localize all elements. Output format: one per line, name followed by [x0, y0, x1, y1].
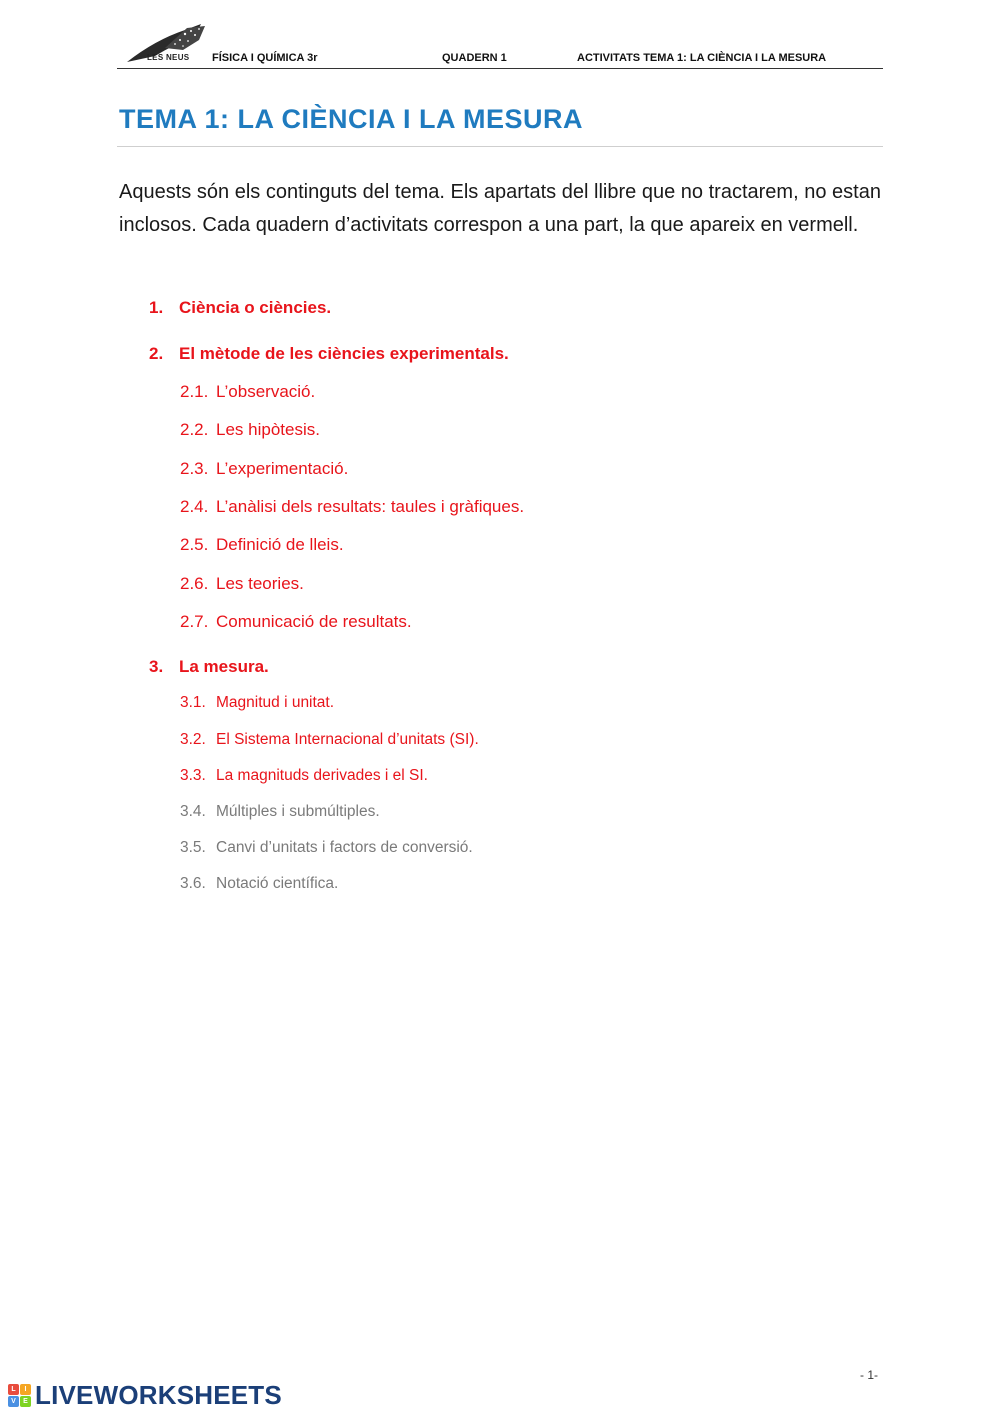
- toc-number: 3.1.: [180, 694, 206, 711]
- brand-tile: V: [8, 1396, 19, 1407]
- toc-label: L’anàlisi dels resultats: taules i gràfiques.: [216, 497, 525, 516]
- header-subject: FÍSICA I QUÍMICA 3r: [212, 52, 318, 64]
- title-divider: [117, 146, 883, 147]
- toc-item-2-7: [180, 612, 412, 632]
- liveworksheets-watermark: [8, 1379, 282, 1410]
- toc-number: 3.: [149, 657, 164, 676]
- intro-paragraph: Aquests són els continguts del tema. Els apartats del llibre que no tractarem, no estan inclosos. Cada quadern d’activitats correspon a una part, la que apareix en vermell.: [119, 181, 881, 236]
- toc-number: 1.: [149, 298, 164, 317]
- toc-label: Notació científica.: [216, 875, 339, 892]
- toc-label: Les teories.: [216, 574, 304, 593]
- header-notebook: QUADERN 1: [442, 52, 507, 64]
- toc-item-3-1: [180, 694, 334, 712]
- toc-number: 2.6.: [180, 574, 209, 593]
- toc-label: La mesura.: [179, 657, 269, 676]
- toc-number: 2.4.: [180, 497, 209, 516]
- page-title: TEMA 1: LA CIÈNCIA I LA MESURA: [119, 104, 583, 134]
- brand-name: LIVEWORKSHEETS: [35, 1379, 282, 1410]
- toc-number: 2.3.: [180, 459, 209, 478]
- toc-number: 2.7.: [180, 612, 209, 631]
- toc-label: El mètode de les ciències experimentals.: [179, 344, 509, 363]
- toc-number: 2.: [149, 344, 164, 363]
- page-header: [117, 22, 883, 69]
- toc-label: L’observació.: [216, 382, 316, 401]
- toc-item-1: [149, 298, 331, 318]
- toc-item-3-6: [180, 875, 338, 893]
- toc-item-3: [149, 657, 269, 677]
- toc-number: 3.4.: [180, 803, 206, 820]
- toc-label: Definició de lleis.: [216, 535, 344, 554]
- header-topic: ACTIVITATS TEMA 1: LA CIÈNCIA I LA MESURA: [577, 52, 827, 64]
- toc-label: La magnituds derivades i el SI.: [216, 767, 428, 784]
- brand-tile: I: [20, 1384, 31, 1395]
- toc-item-2-3: [180, 459, 348, 479]
- toc-number: 3.5.: [180, 839, 206, 856]
- toc-number: 3.3.: [180, 767, 206, 784]
- toc-label: Múltiples i submúltiples.: [216, 803, 380, 820]
- brand-tiles-icon: [8, 1384, 31, 1407]
- toc-number: 2.5.: [180, 535, 209, 554]
- toc-item-2-6: [180, 574, 304, 594]
- toc-number: 2.2.: [180, 420, 209, 439]
- toc-item-2-5: [180, 535, 344, 555]
- toc-number: 2.1.: [180, 382, 209, 401]
- toc-label: El Sistema Internacional d’unitats (SI).: [216, 731, 479, 748]
- toc-label: Comunicació de resultats.: [216, 612, 412, 631]
- toc-item-2-2: [180, 420, 320, 440]
- toc-label: Les hipòtesis.: [216, 420, 320, 439]
- brand-tile: E: [20, 1396, 31, 1407]
- toc-label: Magnitud i unitat.: [216, 694, 335, 711]
- logo-text: LES NEUS: [147, 53, 190, 62]
- toc-label: Ciència o ciències.: [179, 298, 332, 317]
- toc-item-2: [149, 344, 509, 364]
- toc-item-2-1: [180, 382, 315, 402]
- toc-item-3-5: [180, 839, 473, 857]
- toc-item-3-4: [180, 803, 380, 821]
- page-number: - 1-: [860, 1368, 878, 1382]
- toc-number: 3.6.: [180, 875, 206, 892]
- brand-tile: L: [8, 1384, 19, 1395]
- toc-item-3-3: [180, 767, 428, 785]
- toc-item-2-4: [180, 497, 524, 517]
- toc-label: Canvi d’unitats i factors de conversió.: [216, 839, 473, 856]
- toc-number: 3.2.: [180, 731, 206, 748]
- toc-label: L’experimentació.: [216, 459, 349, 478]
- toc-item-3-2: [180, 731, 479, 749]
